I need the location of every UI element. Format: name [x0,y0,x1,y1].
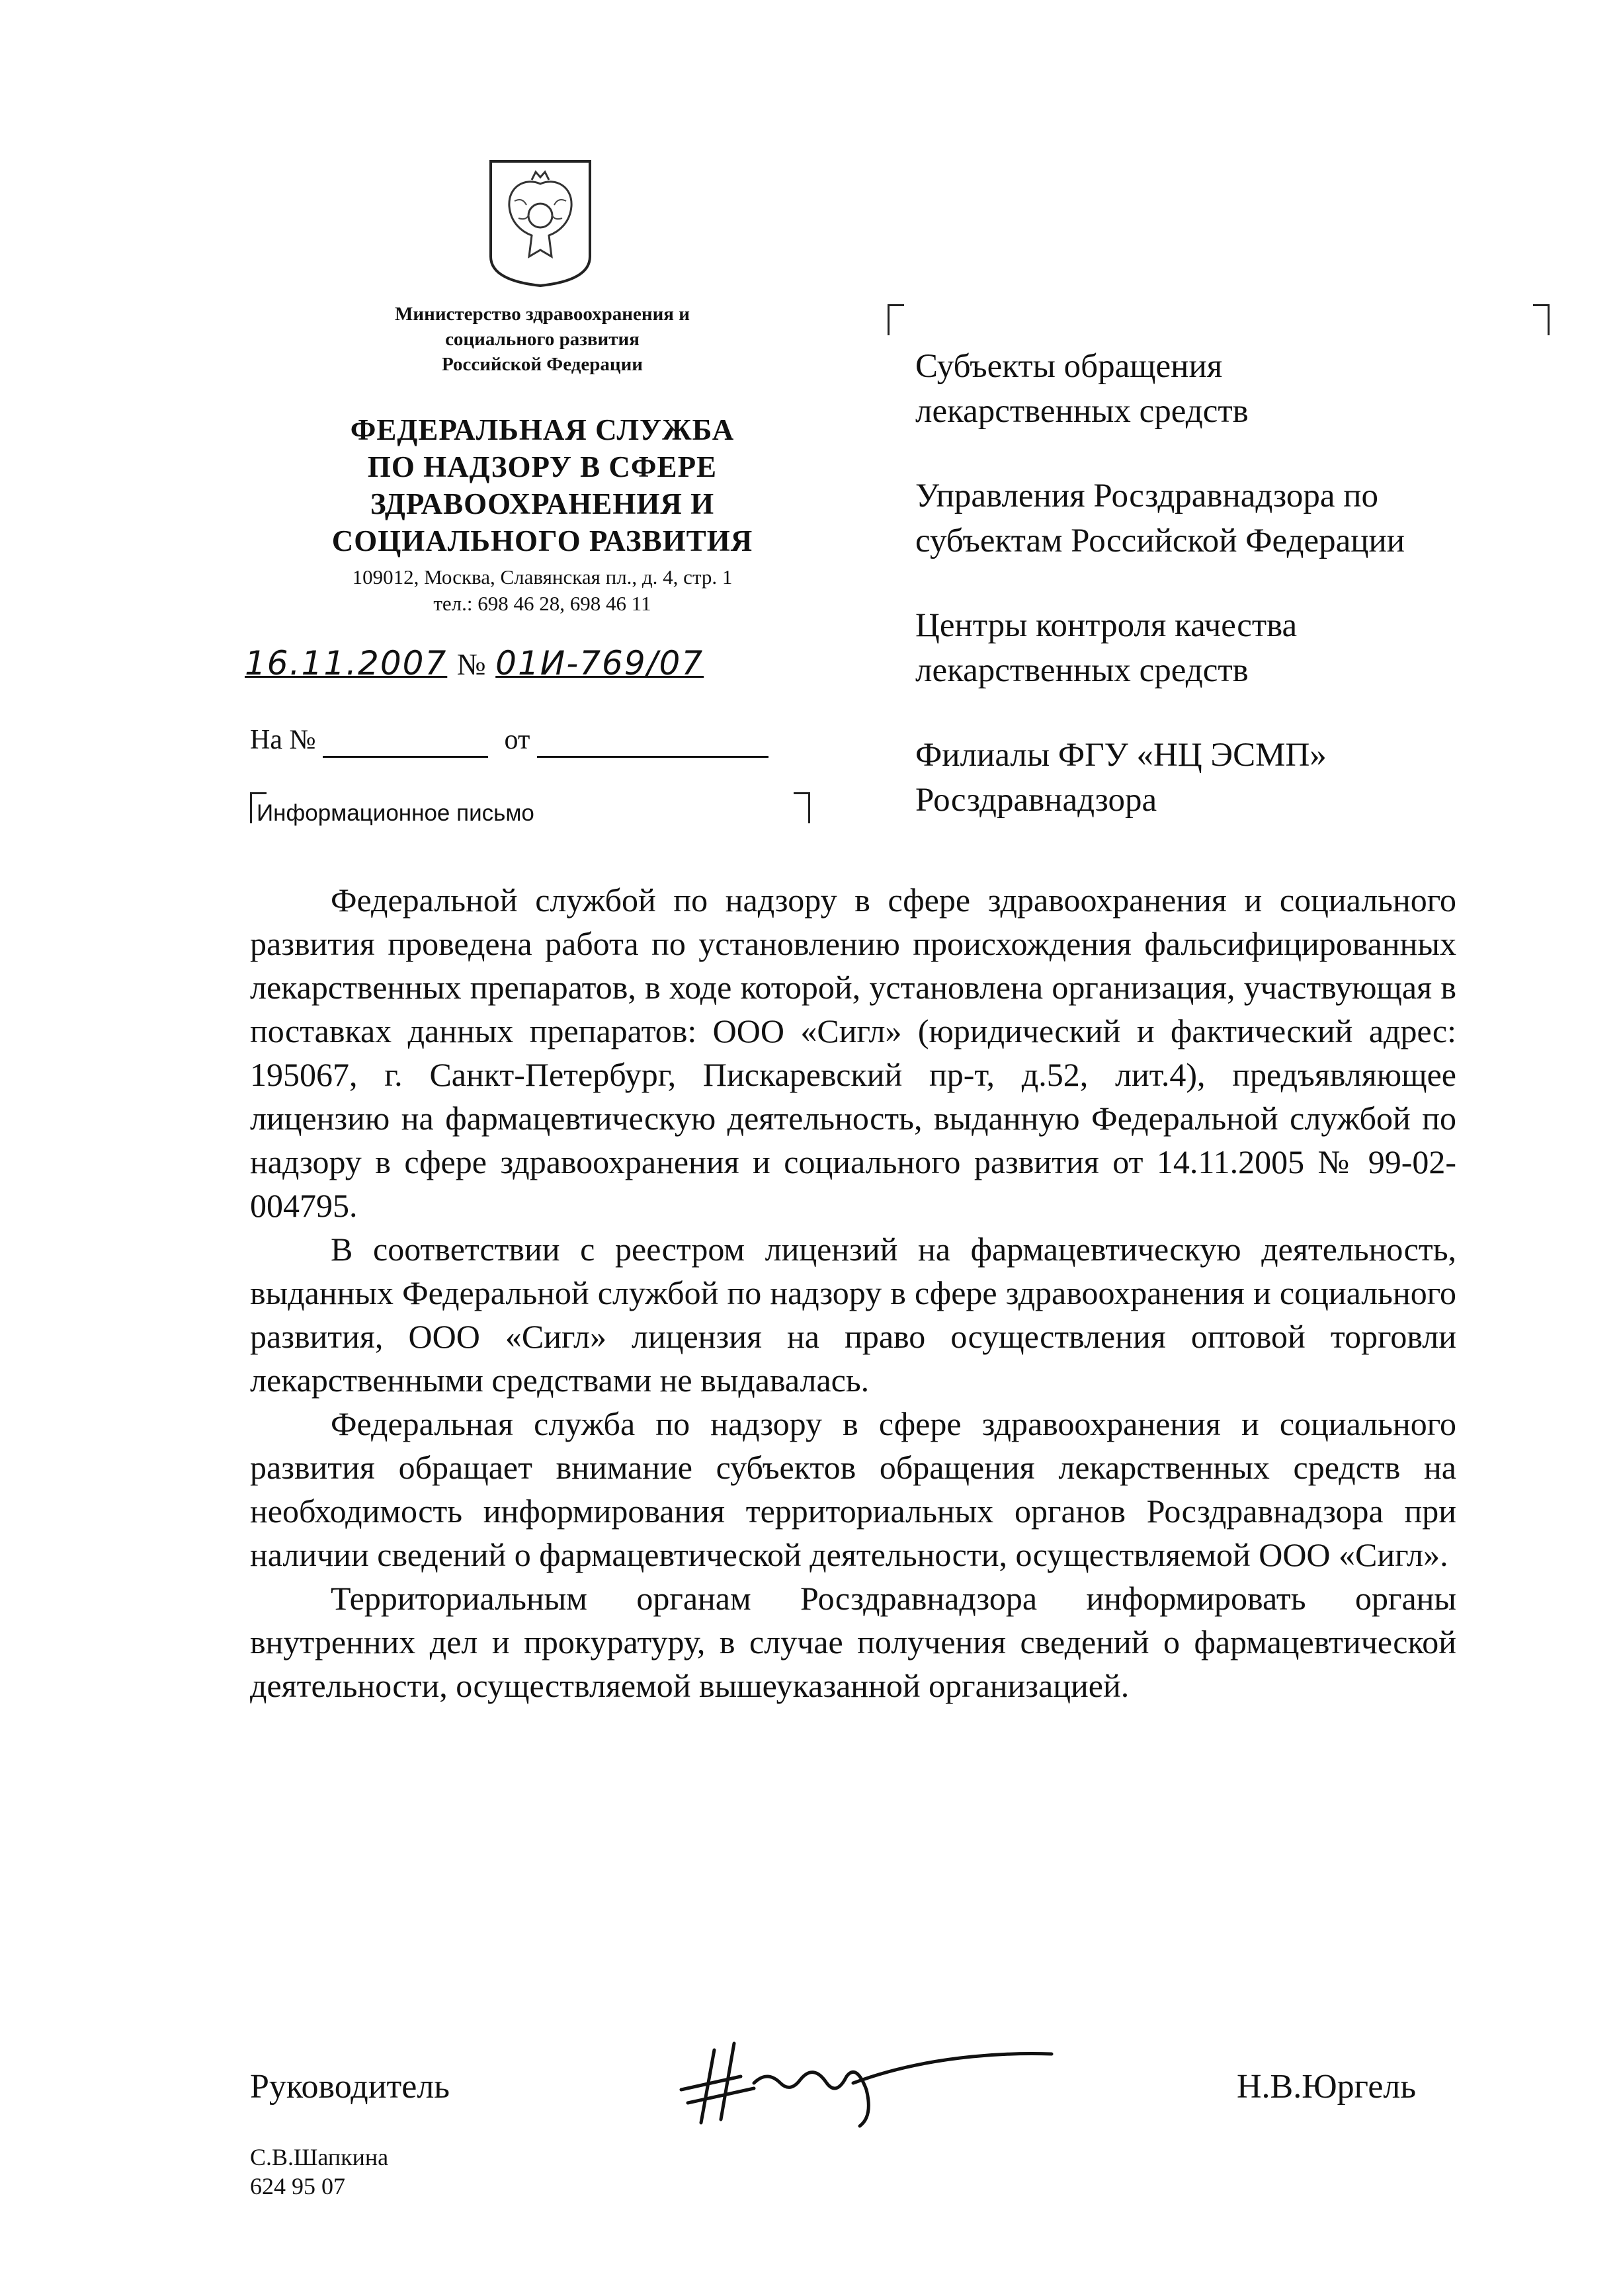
body-paragraph: Федеральная служба по надзору в сфере здравоохранения и социального развития обращает внимание субъектов обращения лекарственных средств на необходимость информирования территориальных органов Росздравнадзора при наличии сведений о фармацевтической деятельности, осуществляемой ООО «Сигл». [250,1405,1456,1573]
letter-body [250,878,1456,1707]
ministry-name: Министерство здравоохранения и социального развития Российской Федерации [395,304,690,375]
handwritten-signature [668,2010,1065,2129]
signatory-title: Руководитель [250,2068,450,2106]
addressee-item: Филиалы ФГУ «НЦ ЭСМП» Росздравнадзора [915,737,1327,819]
registration-date: 16.11.2007 [245,644,448,682]
from-label: от [504,725,530,755]
reference-line [250,722,768,758]
addressee-bracket-left [888,304,904,335]
addressee-item: Центры контроля качества лекарственных средств [915,607,1298,689]
letter-subject: Информационное письмо [257,800,534,826]
ref-label: На № [250,725,316,755]
coat-of-arms-emblem-icon [485,157,595,288]
ref-number-blank [323,756,488,758]
addressee-item: Управления Росздравнадзора по субъектам Российской Федерации [915,477,1405,559]
executor-name: С.В.Шапкина [250,2144,389,2170]
addressee-item: Субъекты обращения лекарственных средств [915,348,1249,430]
signatory-name: Н.В.Юргель [1237,2068,1417,2106]
addressee-bracket-right [1533,304,1550,335]
executor-info [250,2143,388,2201]
body-paragraph: В соответствии с реестром лицензий на фармацевтическую деятельность, выданных Федеральной службой по надзору в сфере здравоохранения и социального развития, ООО «Сигл» лицензия на право осуществления оптовой торговли лекарственными средствами не выдавалась. [250,1231,1456,1399]
registration-number: 01И-769/07 [495,644,704,682]
body-paragraph: Территориальным органам Росздравнадзора информировать органы внутренних дел и прокуратуру, в случае получения сведений о фармацевтической деятельности, осуществляемой вышеуказанной организацией. [250,1580,1456,1704]
addressee-block [915,344,1511,862]
subject-bracket-right [794,792,810,823]
ref-date-blank [537,756,768,758]
executor-phone: 624 95 07 [250,2173,345,2199]
registration-line [245,639,704,688]
body-paragraph: Федеральной службой по надзору в сфере здравоохранения и социального развития проведена работа по установлению происхождения фальсифицированных лекарственных препаратов, в ходе которой, установлена организация, участвующая в поставках данных препаратов: ООО «Сигл» (юридический и фактический адрес: 195067, г. Санкт-Петербург, Пискаревский пр-т, д.52, лит.4), предъявляющее лицензию на фармацевтическую деятельность, выданную Федеральной службой по надзору в сфере здравоохранения и социального развития от 14.11.2005 № 99-02-004795. [250,882,1456,1224]
number-sign: № [456,647,486,681]
service-address: 109012, Москва, Славянская пл., д. 4, стр. 1 тел.: 698 46 28, 698 46 11 [352,565,733,615]
service-name: ФЕДЕРАЛЬНАЯ СЛУЖБА ПО НАДЗОРУ В СФЕРЕ ЗДРАВООХРАНЕНИЯ И СОЦИАЛЬНОГО РАЗВИТИЯ [331,413,753,557]
